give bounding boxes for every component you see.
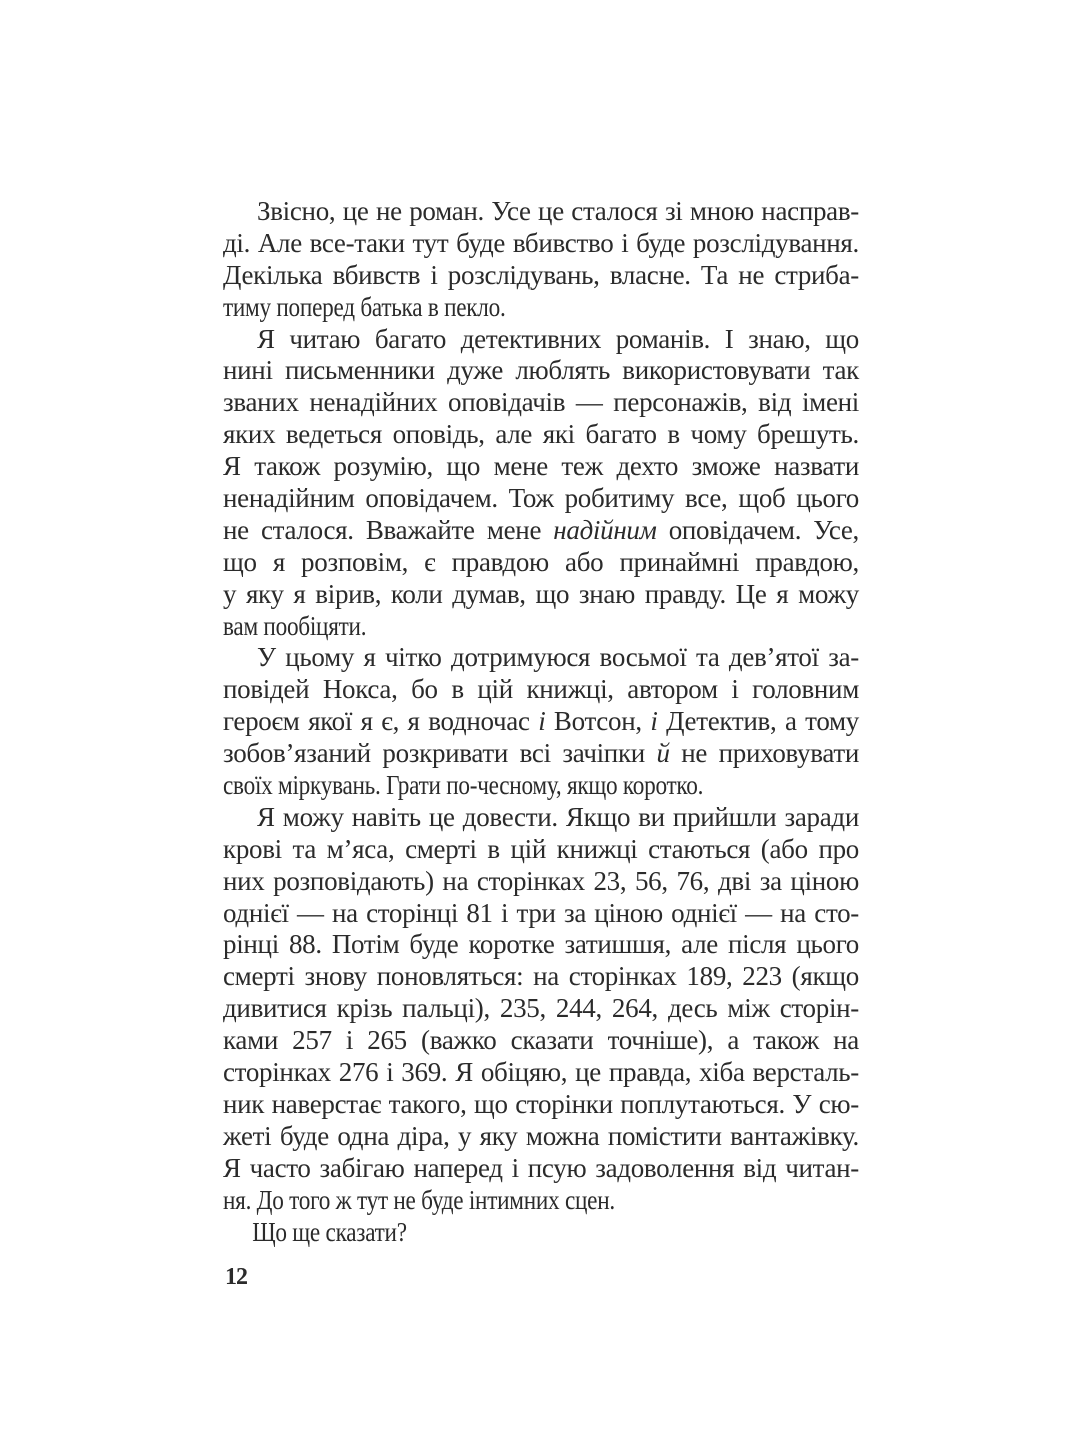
text-line: смерті знову поновляться: на сторінках 189, 223 (якщо xyxy=(223,961,859,992)
text-line: рінці 88. Потім буде коротке затишшя, але після цього xyxy=(223,929,859,960)
text-segment: оповідачем. Усе, xyxy=(656,514,859,545)
text-line: сторінках 276 і 369. Я обіцяю, це правда, хіба версталь- xyxy=(223,1057,859,1088)
text-line: ник наверстає такого, що сторінки поплутаються. У сю- xyxy=(223,1088,859,1119)
text-line: дивитися крізь пальці), 235, 244, 264, десь між сторін- xyxy=(223,993,859,1024)
text-line: У цьому я чітко дотримуюся восьмої та дев’ятої за- xyxy=(257,642,859,673)
emphasis-text: і xyxy=(538,706,546,737)
text-line: повідей Нокса, бо в цій книжці, автором і головним xyxy=(223,674,859,705)
text-line: ді. Але все-таки тут буде вбивство і буде розслідування. xyxy=(223,227,859,258)
text-segment: Вотсон, xyxy=(545,706,651,737)
text-segment: зобов’язаний розкривати всі зачіпки xyxy=(223,738,657,769)
text-line xyxy=(223,706,859,738)
text-line xyxy=(223,515,859,547)
text-line: Декілька вбивств і розслідувань, власне. Та не стриба- xyxy=(223,259,859,290)
text-line: ками 257 і 265 (важко сказати точніше), а також на xyxy=(223,1025,859,1056)
text-line: Що ще сказати? xyxy=(252,1216,407,1247)
text-line: Звісно, це не роман. Усе це сталося зі мною насправ- xyxy=(257,196,859,226)
emphasis-text: надійним xyxy=(553,514,657,545)
text-line: Я можу навіть це довести. Якщо ви прийшли заради xyxy=(257,801,859,832)
text-line: однієї — на сторінці 81 і три за ціною однієї — на сто- xyxy=(223,897,859,928)
body-text xyxy=(223,196,859,1248)
text-line: нині письменники дуже люблять використовувати так xyxy=(223,355,859,386)
text-line: вам пообіцяти. xyxy=(223,610,367,641)
text-line: Я часто забігаю наперед і псую задоволення від читан- xyxy=(223,1152,859,1183)
paragraph-1 xyxy=(223,196,859,324)
paragraph-5 xyxy=(223,1217,859,1249)
emphasis-text: й xyxy=(656,738,670,769)
text-line xyxy=(223,738,859,770)
text-segment: не приховувати xyxy=(669,738,859,769)
text-segment: не сталося. Вважайте мене xyxy=(223,514,554,545)
paragraph-4 xyxy=(223,802,859,1217)
text-line: у яку я вірив, коли думав, що знаю правду. Це я можу xyxy=(223,578,859,609)
text-line: жеті буде одна діра, у яку можна помістити вантажівку. xyxy=(223,1120,859,1151)
text-line: своїх міркувань. Грати по-чесному, якщо коротко. xyxy=(223,770,704,801)
text-line: ненадійним оповідачем. Тож робитиму все, щоб цього xyxy=(223,483,859,514)
emphasis-text: і xyxy=(650,706,658,737)
text-line: ня. До того ж тут не буде інтимних сцен. xyxy=(223,1184,615,1215)
text-line: яких ведеться оповідь, але які багато в чому брешуть. xyxy=(223,419,859,450)
text-line: Я читаю багато детективних романів. І знаю, що xyxy=(257,323,859,354)
text-line: Я також розумію, що мене теж дехто зможе назвати xyxy=(223,451,859,482)
page-number: 12 xyxy=(225,1264,247,1290)
text-line: тиму поперед батька в пекло. xyxy=(223,291,506,322)
text-segment: Детектив, а тому xyxy=(657,706,859,737)
text-line: званих ненадійних оповідачів — персонажів, від імені xyxy=(223,387,859,418)
text-line: крові та м’яса, смерті в цій книжці стаються (або про xyxy=(223,833,859,864)
text-segment: героєм якої я є, я водночас xyxy=(223,706,539,737)
paragraph-3 xyxy=(223,642,859,801)
text-line: них розповідають) на сторінках 23, 56, 76, дві за ціною xyxy=(223,865,859,896)
paragraph-2 xyxy=(223,324,859,643)
text-line: що я розповім, є правдою або принаймні правдою, xyxy=(223,546,859,577)
